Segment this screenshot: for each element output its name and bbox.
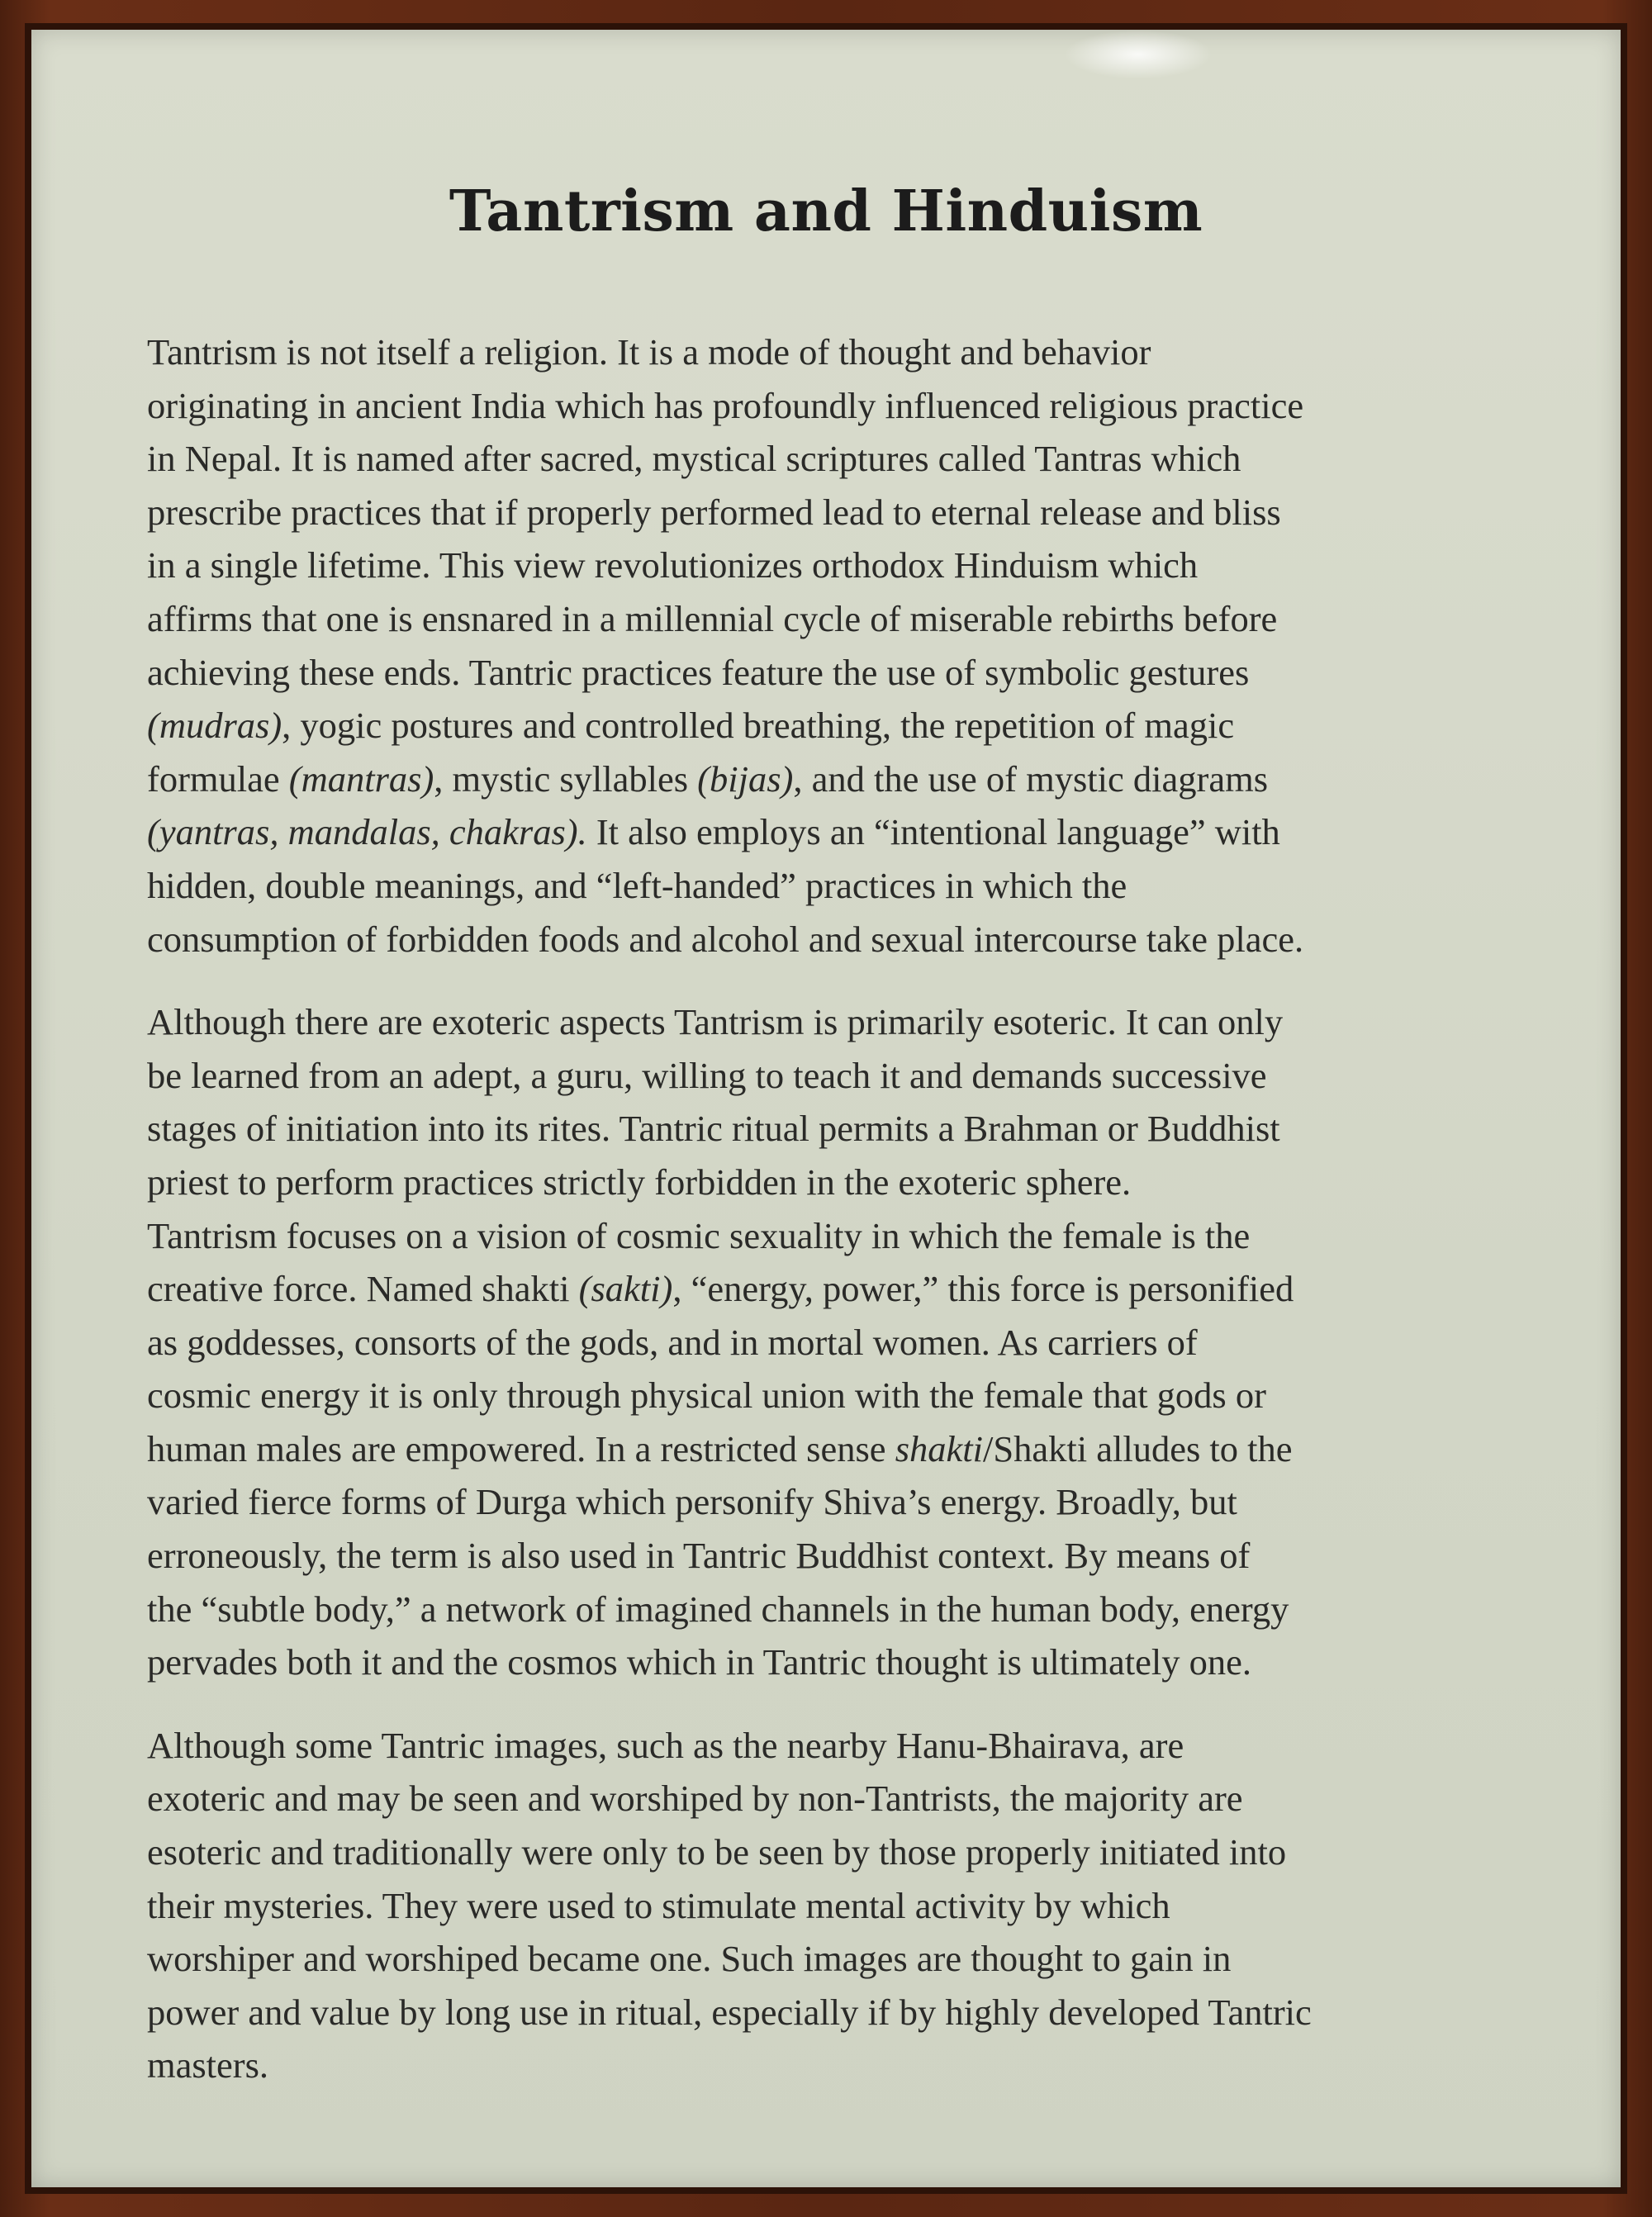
- text-segment: in a single lifetime. This view revolutionizes orthodox Hinduism which: [147, 544, 1199, 586]
- text-line: [147, 752, 1535, 806]
- placard-body: [147, 325, 1535, 2092]
- text-segment: consumption of forbidden foods and alcohol and sexual intercourse take place.: [147, 918, 1304, 960]
- text-segment: , “energy, power,” this force is personified: [672, 1268, 1294, 1310]
- text-segment: , and the use of mystic diagrams: [793, 757, 1269, 800]
- text-segment: Although some Tantric images, such as the nearby Hanu-Bhairava, are: [147, 1724, 1184, 1766]
- text-line: [147, 1772, 1535, 1825]
- text-line: [147, 1102, 1535, 1156]
- text-line: [147, 486, 1535, 539]
- text-line: [147, 1475, 1535, 1529]
- text-line: [147, 1316, 1535, 1370]
- text-segment: , yogic postures and controlled breathing, the repetition of magic: [282, 705, 1235, 747]
- text-line: [147, 995, 1535, 1049]
- text-segment: creative force. Named shakti: [147, 1268, 579, 1310]
- italic-term: shakti: [895, 1427, 983, 1469]
- text-line: [147, 432, 1535, 486]
- text-segment: Tantrism focuses on a vision of cosmic sexuality in which the female is the: [147, 1214, 1251, 1256]
- text-segment: achieving these ends. Tantric practices feature the use of symbolic gestures: [147, 651, 1250, 693]
- text-segment: be learned from an adept, a guru, willing to teach it and demands successive: [147, 1054, 1267, 1096]
- text-segment: originating in ancient India which has profoundly influenced religious practice: [147, 384, 1304, 426]
- italic-term: (mantras): [288, 757, 434, 800]
- text-segment: worshiper and worshiped became one. Such images are thought to gain in: [147, 1938, 1232, 1980]
- text-line: [147, 1049, 1535, 1103]
- text-line: [147, 1369, 1535, 1422]
- paragraph-gap: [147, 1689, 1535, 1719]
- paragraph-1: [147, 325, 1535, 966]
- text-line: [147, 1879, 1535, 1933]
- text-segment: , mystic syllables: [434, 757, 698, 800]
- text-segment: masters.: [147, 2044, 269, 2086]
- text-segment: in Nepal. It is named after sacred, mystical scriptures called Tantras which: [147, 438, 1241, 480]
- text-line: [147, 1583, 1535, 1636]
- glass-glare: [1064, 30, 1213, 79]
- text-line: [147, 1825, 1535, 1879]
- text-line: [147, 1156, 1535, 1209]
- text-line: [147, 1209, 1535, 1263]
- paragraph-2: [147, 995, 1535, 1689]
- italic-term: (bijas): [697, 757, 794, 800]
- placard-title: Tantrism and Hinduism: [449, 178, 1203, 244]
- text-segment: Although there are exoteric aspects Tantrism is primarily esoteric. It can only: [147, 1001, 1284, 1043]
- text-segment: /Shakti alludes to the: [983, 1427, 1293, 1469]
- text-segment: Tantrism is not itself a religion. It is a mode of thought and behavior: [147, 331, 1151, 373]
- text-segment: formulae: [147, 757, 289, 800]
- text-segment: stages of initiation into its rites. Tantric ritual permits a Brahman or Buddhist: [147, 1108, 1280, 1150]
- paragraph-gap: [147, 966, 1535, 995]
- text-line: [147, 1932, 1535, 1986]
- text-line: [147, 592, 1535, 646]
- text-segment: esoteric and traditionally were only to be seen by those properly initiated into: [147, 1831, 1287, 1873]
- text-segment: It also employs an “intentional language” with: [586, 811, 1280, 853]
- text-segment: priest to perform practices strictly forbidden in the exoteric sphere.: [147, 1161, 1132, 1203]
- italic-term: (sakti): [578, 1268, 673, 1310]
- text-segment: varied fierce forms of Durga which personify Shiva’s energy. Broadly, but: [147, 1481, 1237, 1523]
- text-line: [147, 699, 1535, 752]
- text-line: [147, 1986, 1535, 2039]
- text-segment: cosmic energy it is only through physical union with the female that gods or: [147, 1374, 1266, 1417]
- text-line: [147, 805, 1535, 859]
- text-segment: power and value by long use in ritual, especially if by highly developed Tantric: [147, 1991, 1312, 2033]
- text-line: [147, 1635, 1535, 1689]
- paragraph-3: [147, 1719, 1535, 2092]
- italic-term: (yantras, mandalas, chakras).: [147, 811, 587, 853]
- text-segment: exoteric and may be seen and worshiped by non-Tantrists, the majority are: [147, 1778, 1243, 1820]
- text-segment: human males are empowered. In a restricted sense: [147, 1427, 895, 1469]
- text-line: [147, 1529, 1535, 1583]
- text-segment: as goddesses, consorts of the gods, and in mortal women. As carriers of: [147, 1321, 1198, 1363]
- placard: [31, 30, 1621, 2187]
- text-line: [147, 325, 1535, 379]
- italic-term: (mudras): [147, 705, 282, 747]
- text-segment: hidden, double meanings, and “left-handed” practices in which the: [147, 864, 1127, 906]
- text-segment: prescribe practices that if properly performed lead to eternal release and bliss: [147, 491, 1281, 533]
- text-line: [147, 2039, 1535, 2092]
- text-line: [147, 1262, 1535, 1316]
- text-line: [147, 539, 1535, 592]
- text-line: [147, 1719, 1535, 1773]
- text-line: [147, 859, 1535, 913]
- text-segment: affirms that one is ensnared in a millennial cycle of miserable rebirths before: [147, 597, 1278, 639]
- text-segment: pervades both it and the cosmos which in Tantric thought is ultimately one.: [147, 1641, 1251, 1683]
- text-segment: the “subtle body,” a network of imagined channels in the human body, energy: [147, 1588, 1289, 1630]
- text-segment: their mysteries. They were used to stimulate mental activity by which: [147, 1884, 1170, 1926]
- text-line: [147, 1422, 1535, 1476]
- text-line: [147, 913, 1535, 966]
- text-segment: erroneously, the term is also used in Tantric Buddhist context. By means of: [147, 1535, 1251, 1577]
- text-line: [147, 379, 1535, 433]
- text-line: [147, 646, 1535, 700]
